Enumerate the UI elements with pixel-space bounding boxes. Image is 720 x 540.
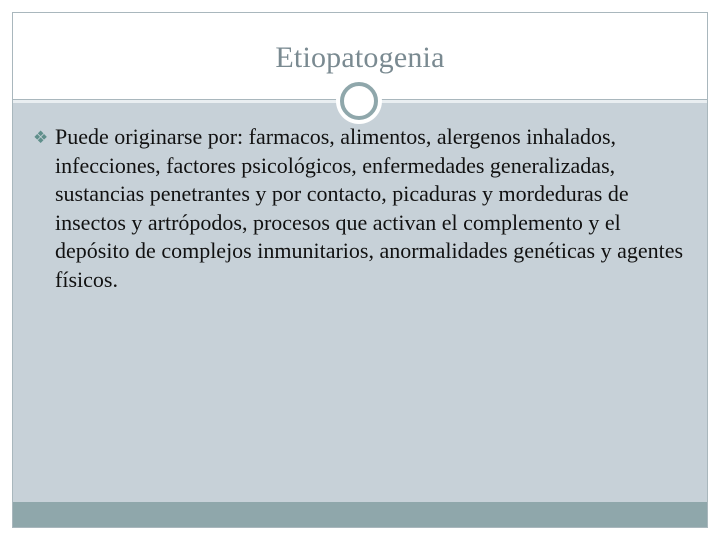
decorative-circle-icon [340, 82, 378, 120]
footer-bar [13, 502, 707, 527]
slide-frame [12, 12, 708, 528]
bullet-item [33, 123, 693, 294]
slide-title: Etiopatogenia [275, 41, 445, 74]
diamond-bullet-icon: ❖ [33, 128, 49, 147]
bullet-list [33, 123, 693, 294]
bullet-text: Puede originarse por: farmacos, alimentos, alergenos inhalados, infecciones, factores psicológicos, enfermedades generalizadas, sustancias penetrantes y por contacto, picaduras y mordeduras de insectos y artrópodos, procesos que activan el complemento y el depósito de complejos inmunitarios, anormalidades genéticas y agentes físicos. [55, 124, 684, 292]
